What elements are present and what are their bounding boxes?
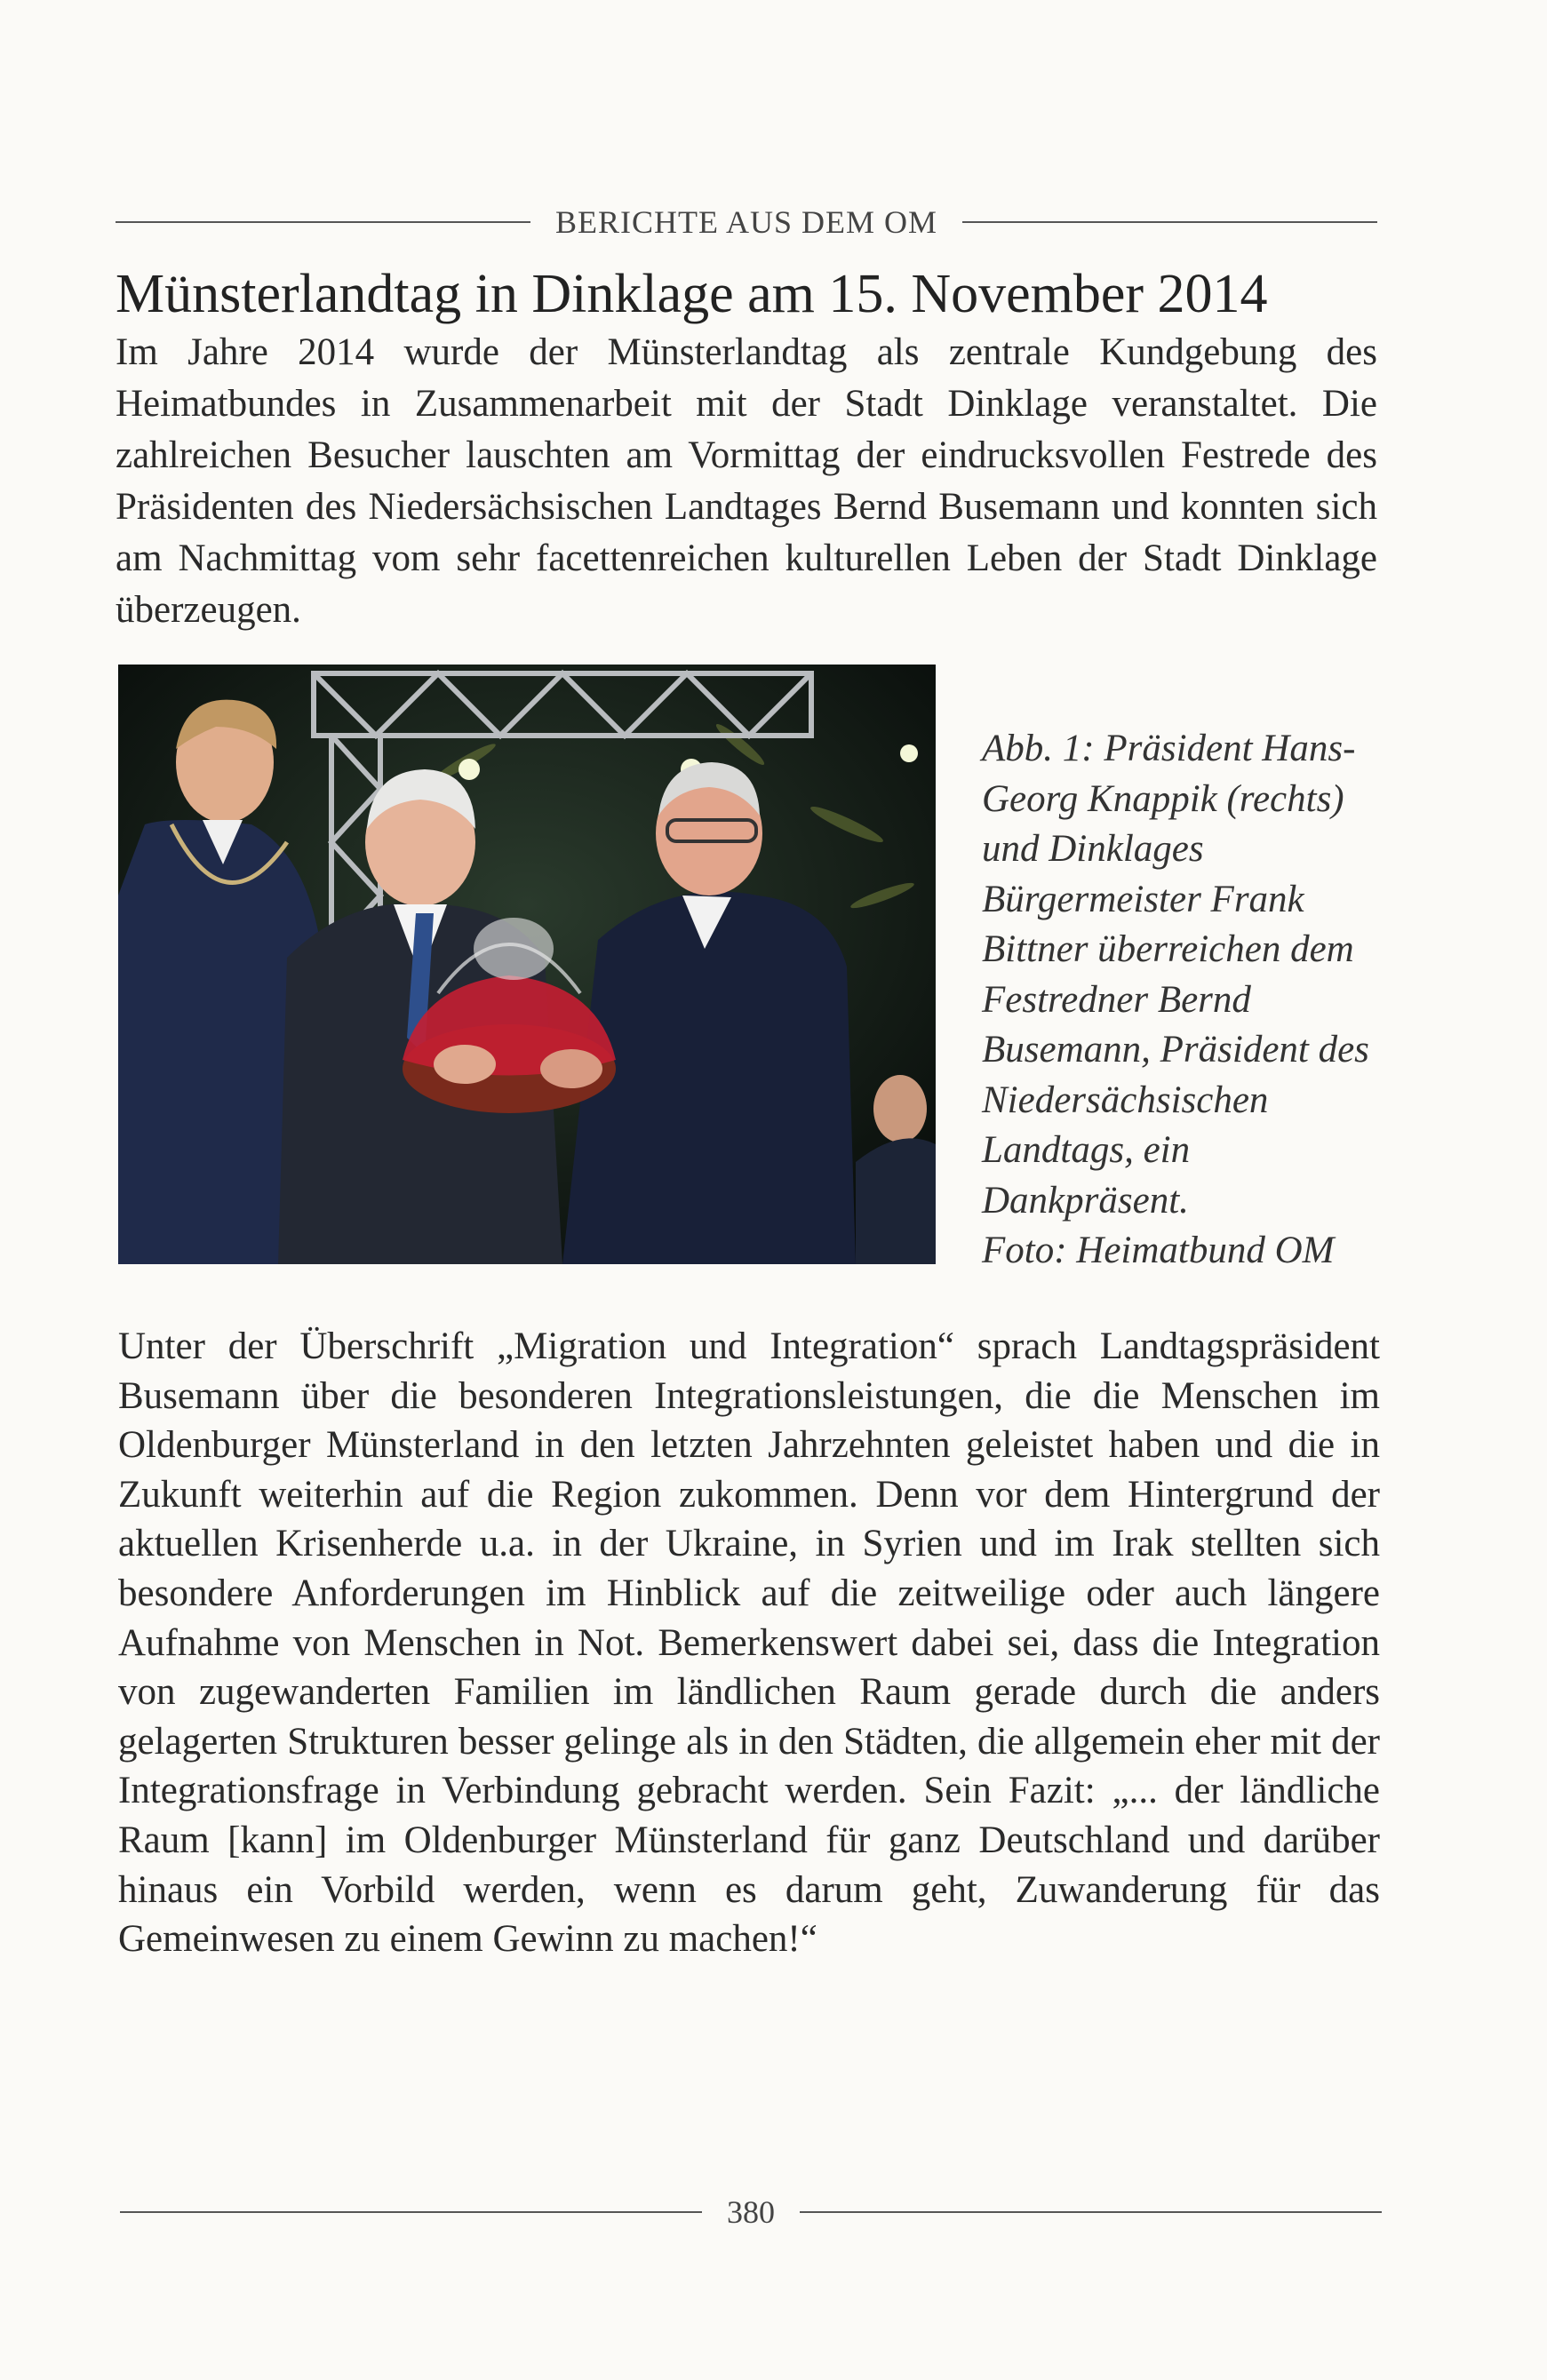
article-title: Münsterlandtag in Dinklage am 15. November 2014: [116, 264, 1268, 324]
photo-credit: Foto: Heimatbund OM: [982, 1230, 1335, 1271]
photo-caption: [982, 724, 1391, 1277]
caption-text: Abb. 1: Präsident Hans-Georg Knappik (rechts) und Dinklages Bürgermeister Frank Bittner überreichen dem Festredner Bernd Busemann, Präsident des Niedersächsischen Landtags, ein Dankpräsent.: [982, 728, 1369, 1222]
intro-paragraph: Im Jahre 2014 wurde der Münsterlandtag als zentrale Kundgebung des Heimatbundes in Zusammenarbeit mit der Stadt Dinklage veranstaltet. Die zahlreichen Besucher lauschten am Vormittag der eindrucksvollen Festrede des Präsidenten des Niedersächsischen Landtages Bernd Busemann und konnten sich am Nachmittag vom sehr facettenreichen kulturellen Leben der Stadt Dinklage überzeugen.: [116, 331, 1377, 631]
section-label: BERICHTE AUS DEM OM: [554, 204, 938, 240]
event-photo: [118, 665, 936, 1264]
footer-rule-right: [800, 2211, 1382, 2213]
page-number: 380: [727, 2194, 775, 2230]
header-rule-right: [962, 221, 1377, 223]
page-footer: [120, 2194, 1382, 2230]
body-paragraph: Unter der Überschrift „Migration und Integration“ sprach Landtagspräsident Busemann über die besonderen Integrationsleistungen, die die Menschen im Oldenburger Münsterland in den letzten Jahrzehnten geleistet haben und die in Zukunft weiterhin auf die Region zukommen. Denn vor dem Hintergrund der aktuellen Krisenherde u.a. in der Ukraine, in Syrien und im Irak stellten sich besondere Anforderungen im Hinblick auf die zeitweilige oder auch längere Aufnahme von Menschen in Not. Bemerkenswert dabei sei, dass die Integration von zugewanderten Familien im ländlichen Raum gerade durch die anders gelagerten Strukturen besser gelinge als in den Städten, die allgemein eher mit der Integrationsfrage in Verbindung gebracht werden. Sein Fazit: „... der ländliche Raum [kann] im Oldenburger Münsterland für ganz Deutschland und darüber hinaus ein Vorbild werden, wenn es darum geht, Zuwanderung für das Gemeinwesen zu einem Gewinn zu machen!“: [118, 1325, 1380, 1961]
header-rule-left: [116, 221, 530, 223]
running-head: [116, 204, 1377, 240]
footer-rule-left: [120, 2211, 702, 2213]
